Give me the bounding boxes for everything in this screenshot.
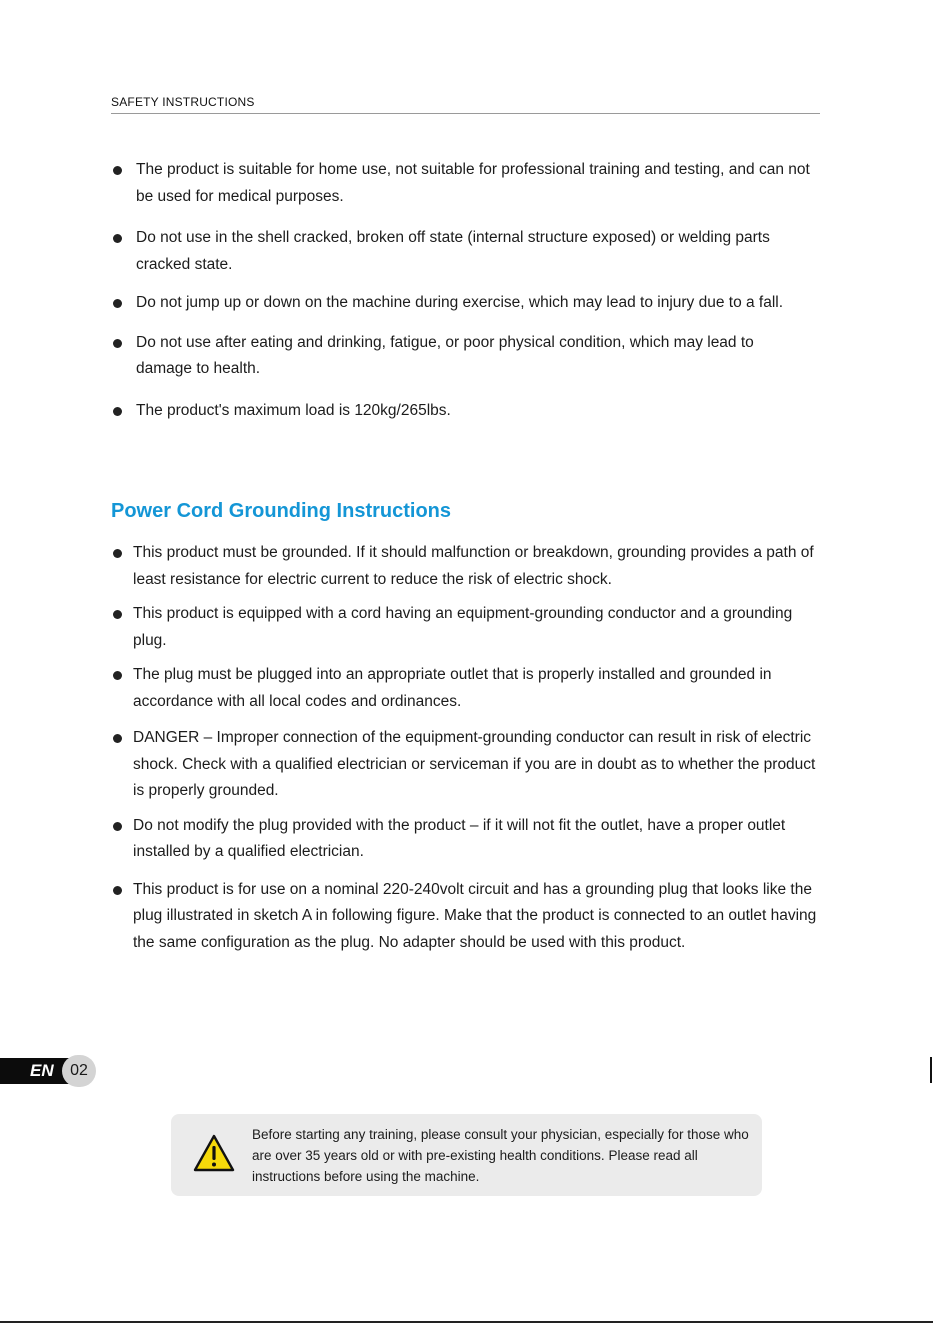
list-item: [111, 398, 811, 425]
page-number: 02: [62, 1055, 96, 1087]
bullet-icon: [113, 234, 122, 243]
list-item-text: Do not jump up or down on the machine during exercise, which may lead to injury due to a fall.: [136, 294, 784, 311]
general-safety-list: [111, 157, 811, 439]
list-item: [111, 157, 811, 210]
bullet-icon: [113, 299, 122, 308]
grounding-section-title: Power Cord Grounding Instructions: [111, 500, 451, 522]
bullet-icon: [113, 407, 122, 416]
section-header: SAFETY INSTRUCTIONS: [111, 95, 255, 109]
bullet-icon: [113, 822, 122, 831]
bullet-icon: [113, 166, 122, 175]
bullet-icon: [113, 671, 122, 680]
list-item-text: The product's maximum load is 120kg/265lbs.: [136, 401, 451, 419]
language-label: EN: [0, 1058, 76, 1084]
list-item: [111, 601, 823, 654]
list-item: [111, 662, 823, 715]
list-item-text: DANGER – Improper connection of the equipment-grounding conductor can result in risk of electric shock. Check with a qualified electrician or serviceman if you are in doubt as to whether the product is properly grounded.: [133, 729, 816, 799]
list-item: [111, 225, 811, 278]
bullet-icon: [113, 610, 122, 619]
list-item: [111, 540, 823, 593]
list-item-text: The product is suitable for home use, not suitable for professional training and testing, and can not be used for medical purposes.: [136, 161, 810, 205]
warning-text: Before starting any training, please consult your physician, especially for those who are over 35 years old or with pre-existing health conditions. Please read all instructions before using the machine.: [252, 1127, 749, 1184]
bullet-icon: [113, 734, 122, 743]
grounding-list: [111, 540, 823, 964]
list-item-text: This product is for use on a nominal 220-240volt circuit and has a grounding plug that looks like the plug illustrated in sketch A in following figure. Make that the product is connected to an outlet having the same configuration as the plug. No adapter should be used with this product.: [133, 880, 817, 951]
list-item-text: Do not use in the shell cracked, broken off state (internal structure exposed) or welding parts cracked state.: [136, 229, 770, 273]
list-item-text: This product is equipped with a cord having an equipment-grounding conductor and a grounding plug.: [133, 605, 793, 649]
list-item: [111, 813, 823, 866]
bottom-border: [0, 1321, 933, 1323]
bullet-icon: [113, 339, 122, 348]
list-item-text: This product must be grounded. If it should malfunction or breakdown, grounding provides a path of least resistance for electric current to reduce the risk of electric shock.: [133, 544, 814, 588]
warning-notice: [171, 1114, 762, 1196]
list-item-text: Do not use after eating and drinking, fatigue, or poor physical condition, which may lead to damage to health.: [136, 333, 754, 377]
page-tag: [0, 1055, 96, 1087]
bullet-icon: [113, 549, 122, 558]
list-item: [111, 290, 811, 317]
list-item: [111, 330, 811, 383]
list-item-text: Do not modify the plug provided with the product – if it will not fit the outlet, have a proper outlet installed by a qualified electrician.: [133, 816, 786, 860]
list-item-text: The plug must be plugged into an appropriate outlet that is properly installed and grounded in accordance with all local codes and ordinances.: [133, 666, 772, 710]
list-item: [111, 877, 823, 957]
list-item: [111, 725, 823, 805]
header-divider: [111, 113, 820, 114]
bullet-icon: [113, 886, 122, 895]
warning-triangle-icon: [193, 1134, 235, 1172]
edge-mark: [930, 1057, 932, 1083]
